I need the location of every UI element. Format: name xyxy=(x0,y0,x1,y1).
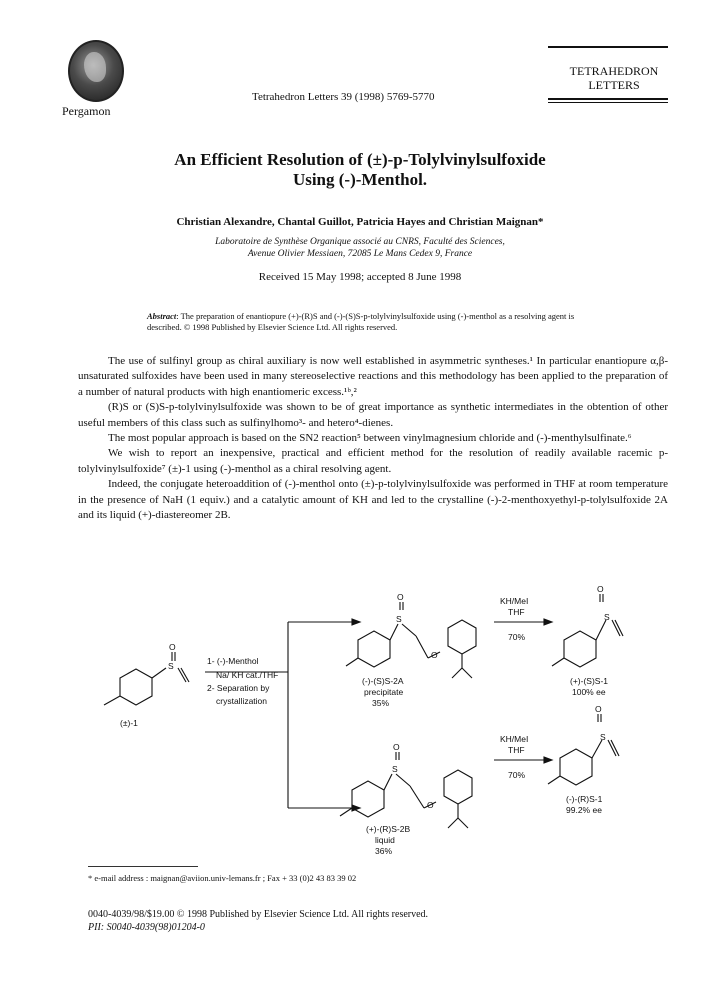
2a-oxygen: O xyxy=(397,592,404,602)
paragraph-2: (R)S or (S)S-p-tolylvinylsulfoxide was shown to be of great importance as synthetic intermediates in the obtention of other useful members of this class such as sulfinylhomo³- and hetero⁴-dienes. xyxy=(78,401,668,429)
start-tolyl-ring xyxy=(120,669,152,705)
product-top-ee: 100% ee xyxy=(572,687,606,697)
abstract xyxy=(147,311,587,333)
2b-label: (+)-(R)S-2B xyxy=(366,824,411,834)
journal-brand: TETRAHEDRON LETTERS xyxy=(569,64,659,92)
2b-state: liquid xyxy=(375,835,395,845)
product-bottom-label: (-)-(R)S-1 xyxy=(566,794,603,804)
brand-rule-bottom xyxy=(548,98,668,100)
step1-reagent: 1- (-)-Menthol xyxy=(207,656,259,666)
received-dates: Received 15 May 1998; accepted 8 June 1998 xyxy=(258,271,462,283)
prod-bot-sulfur: S xyxy=(600,732,606,742)
2b-yield: 36% xyxy=(375,846,393,856)
step2-method: crystallization xyxy=(216,696,268,706)
2a-ether-oxygen: O xyxy=(431,650,438,660)
footnote-rule xyxy=(88,866,198,867)
start-oxygen: O xyxy=(169,642,176,652)
brand-rule-top xyxy=(548,46,668,48)
2a-tolyl-ring xyxy=(358,631,390,667)
abstract-label: Abstract xyxy=(147,311,177,321)
2a-menthyl-ring xyxy=(448,620,476,654)
2a-state: precipitate xyxy=(364,687,404,697)
article-title: An Efficient Resolution of (±)-p-Tolylvinylsulfoxide Using (-)-Menthol. xyxy=(174,150,546,189)
publisher-name: Pergamon xyxy=(62,104,111,118)
product-bottom-ee: 99.2% ee xyxy=(566,805,602,815)
footnote-email: * e-mail address : maignan@aviion.univ-lemans.fr ; Fax + 33 (0)2 43 83 39 02 xyxy=(88,873,357,883)
paragraph-5: Indeed, the conjugate heteroaddition of (-)-menthol onto (±)-p-tolylvinylsulfoxide was performed in THF at room temperature in the presence of NaH (1 equiv.) and a catalytic amount of KH and led to the crystalline (-)-2-menthoxyethyl-p-tolylsulfoxide 2A and its liquid (+)-diastereomer 2B. xyxy=(78,478,668,522)
step1-conditions: Na/ KH cat./THF xyxy=(216,670,279,680)
2a-sulfur: S xyxy=(396,614,402,624)
2a-yield: 35% xyxy=(372,698,390,708)
paragraph-4: We wish to report an inexpensive, practical and efficient method for the resolution of readily available racemic p-tolylvinylsulfoxide⁷ (±)-1 using (-)-menthol as a chiral resolving agent. xyxy=(78,447,668,475)
bottom-reagent: KH/MeI xyxy=(500,734,529,744)
start-compound-label: (±)-1 xyxy=(120,718,138,728)
step2-separation: 2- Separation by xyxy=(207,683,270,693)
author-list: Christian Alexandre, Chantal Guillot, Patricia Hayes and Christian Maignan* xyxy=(176,216,544,228)
journal-reference: Tetrahedron Letters 39 (1998) 5769-5770 xyxy=(252,91,435,103)
prod-top-oxygen: O xyxy=(597,584,604,594)
abstract-text: : The preparation of enantiopure (+)-(R)S and (-)-(S)S-p-tolylvinylsulfoxide using (-)-menthol as a resolving agent is described. © 1998 Published by Elsevier Science Ltd. All rights reserved. xyxy=(147,311,575,332)
paragraph-1: The use of sulfinyl group as chiral auxiliary is now well established in asymmetric syntheses.¹ In particular enantiopure α,β-unsaturated sulfoxides have been used in many stereoselective reactions and this methodology has been applied to the preparation of a number of natural products with high enantiomeric excess.¹ᵇ,² xyxy=(78,355,668,398)
reaction-scheme xyxy=(0,580,720,856)
2b-oxygen: O xyxy=(393,742,400,752)
copyright: 0040-4039/98/$19.00 © 1998 Published by Elsevier Science Ltd. All rights reserved. PII: S0040-4039(98)01204-0 xyxy=(88,909,429,933)
bottom-yield: 70% xyxy=(508,770,526,780)
product-top-label: (+)-(S)S-1 xyxy=(570,676,609,686)
pergamon-logo xyxy=(68,40,124,102)
top-solvent: THF xyxy=(508,607,525,617)
paragraph-3: The most popular approach is based on the SN2 reaction⁵ between vinylmagnesium chloride and (-)-menthylsulfinate.⁶ xyxy=(108,432,632,445)
prod-top-ring xyxy=(564,631,596,667)
start-sulfur: S xyxy=(168,661,174,671)
prod-bot-ring xyxy=(560,749,592,785)
top-yield: 70% xyxy=(508,632,526,642)
bottom-solvent: THF xyxy=(508,745,525,755)
affiliation: Laboratoire de Synthèse Organique associé au CNRS, Faculté des Sciences, Avenue Olivier Messiaen, 72085 Le Mans Cedex 9, France xyxy=(215,237,505,259)
2b-tolyl-ring xyxy=(352,781,384,817)
brand-rule-bottom-thin xyxy=(548,102,668,103)
body-text xyxy=(78,354,668,523)
prod-top-sulfur: S xyxy=(604,612,610,622)
2b-ether-oxygen: O xyxy=(427,800,434,810)
2b-sulfur: S xyxy=(392,764,398,774)
top-reagent: KH/MeI xyxy=(500,596,529,606)
2b-menthyl-ring xyxy=(444,770,472,804)
2a-label: (-)-(S)S-2A xyxy=(362,676,404,686)
prod-bot-oxygen: O xyxy=(595,704,602,714)
